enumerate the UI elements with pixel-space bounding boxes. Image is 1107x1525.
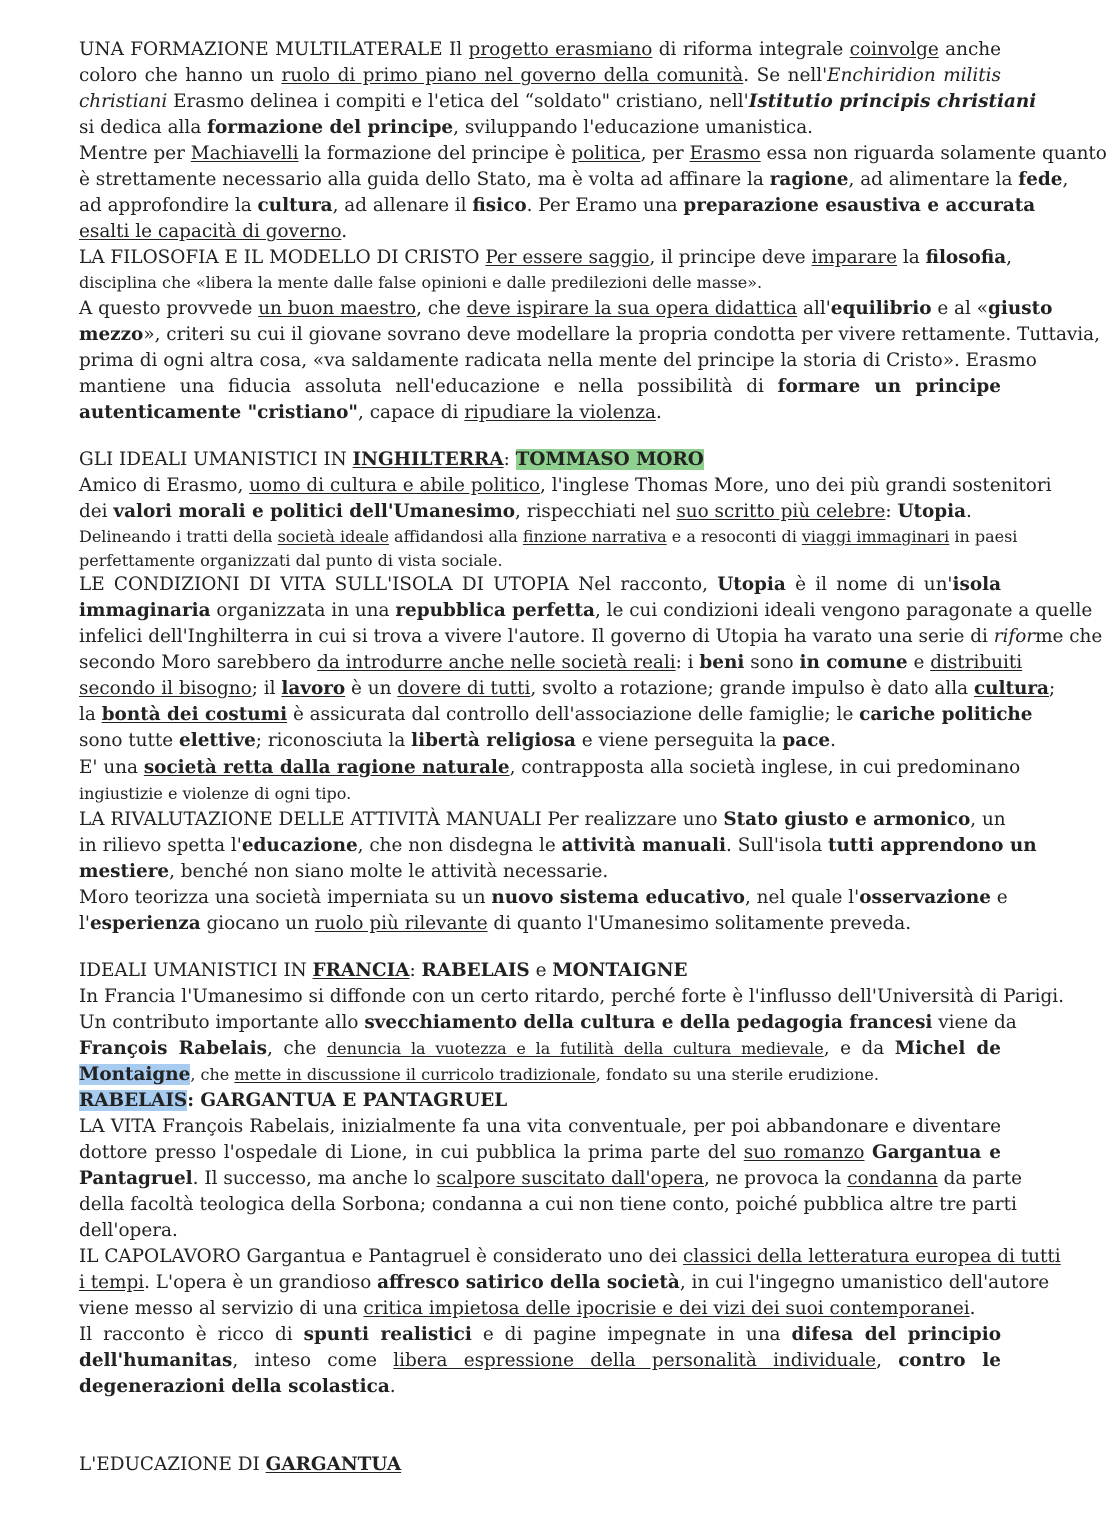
underlined-text: Machiavelli [190,143,299,164]
highlighted-text: Montaigne [79,1064,191,1085]
text-run: e [529,960,553,981]
underlined-text: secondo il bisogno [79,678,252,699]
paragraph-line [79,499,1001,525]
underlined-text: mette in discussione il curricolo tradizionale [234,1065,596,1084]
bold-text: difesa del principio [791,1324,1002,1345]
text-run: , ad alimentare la [848,169,1019,190]
text-run: è strettamente necessario alla guida dello Stato, ma è volta ad affinare la [79,169,770,190]
text-run: , che [267,1038,327,1059]
text-run: E' una [79,757,144,778]
underlined-text: finzione narrativa [522,527,667,546]
underlined-text: Per essere saggio [485,247,650,268]
text-run: giocano un [200,913,315,934]
text-run: prima di ogni altra cosa, «va saldamente radicata nella mente del principe la storia di Cristo». Erasmo [79,350,1037,371]
text-run: me che [1035,626,1103,647]
text-run: , le cui condizioni ideali vengono paragonate a quelle [594,600,1093,621]
text-run: : [503,449,516,470]
italic-text: , fondato su una sterile erudizione. [595,1065,879,1084]
text-run: , svolto a rotazione; grande impulso è dato alla [530,678,974,699]
underlined-text: INGHILTERRA [352,449,504,470]
text-run: e [990,887,1008,908]
paragraph-line [79,650,1023,676]
paragraph-line [79,598,1093,624]
text-run: , sviluppando l'educazione umanistica. [453,117,814,138]
paragraph-line [79,1296,1001,1322]
bold-text: immaginaria [79,600,211,621]
paragraph-line [79,984,1064,1010]
text-run: GLI IDEALI UMANISTICI IN [79,449,353,470]
underlined-text: suo scritto più celebre [676,501,886,522]
text-run: . [969,1298,976,1319]
paragraph-line [79,859,1001,885]
underlined-text: libera espressione della personalità individuale [393,1350,877,1371]
bold-text: educazione [241,835,358,856]
italic-text: christiani [79,91,168,112]
text-run: è un [345,678,398,699]
text-run: di riforma integrale [652,39,850,60]
section-heading-line [79,807,1006,833]
underlined-text: FRANCIA [312,960,410,981]
paragraph-line [79,115,1001,141]
italic-text: Enchiridion militis [827,65,1001,86]
underlined-text: ruolo più rilevante [314,913,488,934]
paragraph-line [79,219,1001,245]
highlighted-text: RABELAIS [79,1090,188,1111]
underlined-text: bontà dei costumi [101,704,288,725]
paragraph-line [79,270,1001,296]
paragraph-line [79,524,1018,550]
text-run: si dedica alla [79,117,208,138]
underlined-text: deve ispirare la sua opera didattica [466,298,798,319]
text-run: e a resoconti di [666,527,802,546]
text-run: in rilievo spetta l' [79,835,242,856]
bold-text: dell'humanitas [79,1350,233,1371]
text-run: e di pagine impegnate in una [471,1324,792,1345]
bold-text: repubblica perfetta [395,600,595,621]
paragraph-line [79,1270,1050,1296]
text-run: l' [79,913,90,934]
text-run: secondo Moro sarebbero [79,652,318,673]
text-run: IDEALI UMANISTICI IN [79,960,313,981]
text-run: disciplina che «libera la mente dalle false opinioni e dalle predilezioni delle masse». [79,273,763,292]
underlined-text: progetto erasmiano [468,39,653,60]
paragraph-line [79,702,1033,728]
text-run: . Il successo, ma anche lo [192,1168,437,1189]
text-run: della facoltà teologica della Sorbona; condanna a cui non tiene conto, poiché pubblica altre tre parti [79,1194,1017,1215]
italic-text: rifor [993,626,1036,647]
text-run: L'EDUCAZIONE DI [79,1454,266,1475]
bold-text: filosofia [925,247,1007,268]
text-run: infelici dell'Inghilterra in cui si trova a vivere l'autore. Il governo di Utopia ha varato una serie di [79,626,994,647]
text-run: Un contributo importante allo [79,1012,365,1033]
paragraph-line [79,755,1021,781]
underlined-text: politica [571,143,641,164]
text-run: : [885,501,898,522]
text-run: LA RIVALUTAZIONE DELLE ATTIVITÀ MANUALI Per realizzare uno [79,809,724,830]
text-run: , e da [823,1038,895,1059]
text-run: la formazione del principe è [298,143,572,164]
text-run: e [907,652,931,673]
paragraph-line [79,89,1037,115]
bold-text: mezzo [79,324,144,345]
paragraph-line [79,833,1037,859]
underlined-text: Erasmo [689,143,761,164]
paragraph-line [79,1348,1001,1374]
text-run: LA FILOSOFIA E IL MODELLO DI CRISTO [79,247,486,268]
text-run: LE CONDIZIONI DI VITA SULL'ISOLA DI UTOPIA Nel racconto, [79,574,718,595]
section-heading-line [79,1114,1001,1140]
underlined-text: condanna [847,1168,938,1189]
paragraph-line [79,167,1069,193]
bold-text: equilibrio [830,298,932,319]
text-run: e al « [931,298,989,319]
paragraph-line [79,911,1001,937]
text-run: , nel quale l' [744,887,860,908]
text-run: . L'opera è un grandioso [144,1272,378,1293]
section-heading-line [79,572,1001,598]
paragraph-line [79,548,1001,574]
text-run: ; [1048,678,1056,699]
bold-text: contro le [898,1350,1001,1371]
text-run: , capace di [358,402,465,423]
paragraph-line [79,296,1053,322]
text-run: . [830,730,836,751]
bold-text: preparazione esaustiva e accurata [683,195,1036,216]
text-run: , benché non siano molte le attività necessarie. [169,861,609,882]
text-run: da parte [937,1168,1023,1189]
text-run: . [655,402,662,423]
bold-text: in comune [799,652,908,673]
paragraph-line [79,1036,1001,1062]
underlined-text: GARGANTUA [265,1454,402,1475]
bold-text: isola [952,574,1002,595]
text-run: . [341,221,348,242]
text-run: e viene perseguita la [575,730,783,751]
bold-text: François Rabelais [79,1038,268,1059]
bold-text: beni [699,652,745,673]
bold-text: Michel de [894,1038,1001,1059]
paragraph-line [79,348,1037,374]
bold-text: formare un principe [777,376,1001,397]
text-run: perfettamente organizzati dal punto di vista sociale. [79,551,503,570]
text-run: , [1006,247,1012,268]
underlined-text: uomo di cultura e abile politico [249,475,540,496]
text-run: : i [675,652,700,673]
italic-text: , che [190,1065,235,1084]
text-run: . Sull'isola [726,835,829,856]
text-run: ingiustizie e violenze di ogni tipo. [79,784,352,803]
underlined-text: da introdurre anche nelle società reali [317,652,676,673]
text-run: ; il [251,678,282,699]
text-run: è il nome di un' [785,574,953,595]
text-run: dell'opera. [79,1220,178,1241]
text-run: ; riconosciuta la [255,730,412,751]
text-run: Moro teorizza una società imperniata su un [79,887,492,908]
bold-text: tutti apprendono un [828,835,1037,856]
paragraph-line [79,676,1056,702]
text-run: . Per Eramo una [526,195,684,216]
text-run: sono [744,652,800,673]
underlined-text: società retta dalla ragione naturale [143,757,510,778]
text-run: . Se nell' [743,65,828,86]
subsection-title [79,1088,1001,1114]
underlined-text: cultura [973,678,1049,699]
text-run: Delineando i tratti della [79,527,278,546]
underlined-text: ruolo di primo piano nel governo della comunità [281,65,744,86]
text-run: anche [938,39,1001,60]
text-run: LA VITA François Rabelais, inizialmente fa una vita conventuale, per poi abbandonare e diventare [79,1116,1001,1137]
bold-text: formazione del principe [207,117,454,138]
text-run: affidandosi alla [388,527,523,546]
bold-text: mestiere [79,861,170,882]
underlined-text: denuncia la vuotezza e la futilità della cultura medievale [326,1039,824,1058]
text-run: essa non riguarda solamente quanto [760,143,1107,164]
text-run: », criteri su cui il giovane sovrano deve modellare la propria condotta per vivere rettamente. Tuttavia, [143,324,1100,345]
text-run: ad approfondire la [79,195,258,216]
paragraph-line [79,728,1001,754]
paragraph-line [79,781,1001,807]
paragraph-line [79,1192,1017,1218]
bold-text: Utopia [897,501,967,522]
bold-text: cultura [257,195,333,216]
bold-text: RABELAIS [421,960,530,981]
paragraph-line [79,1374,1001,1400]
text-run: Il racconto è ricco di [79,1324,304,1345]
text-run: Amico di Erasmo, [79,475,250,496]
text-run: in paesi [949,527,1018,546]
bold-text: elettive [179,730,256,751]
text-run: , rispecchiati nel [515,501,677,522]
paragraph-line [79,1062,1001,1088]
text-run: dottore presso l'ospedale di Lione, in cui pubblica la prima parte del [79,1142,744,1163]
bold-text: : GARGANTUA E PANTAGRUEL [187,1090,508,1111]
paragraph-line [79,624,1103,650]
paragraph-line [79,1322,1001,1348]
text-run: all' [797,298,831,319]
bold-text: pace [782,730,831,751]
text-run: è assicurata dal controllo dell'associazione delle famiglie; le [287,704,860,725]
section-heading-line [79,245,1012,271]
underlined-text: distribuiti [930,652,1023,673]
text-run: A questo provvede [79,298,259,319]
bold-text: affresco satirico della società [377,1272,680,1293]
paragraph-line [79,400,1001,426]
paragraph-line [79,193,1036,219]
paragraph-line [79,141,1107,167]
text-run: , un [970,809,1006,830]
underlined-text: i tempi [79,1272,145,1293]
text-run [864,1142,872,1163]
text-run: , l'inglese Thomas More, uno dei più grandi sostenitori [540,475,1052,496]
underlined-text: coinvolge [849,39,939,60]
bold-text: esperienza [89,913,201,934]
text-run: dei [79,501,114,522]
text-run: la [897,247,926,268]
bold-text: osservazione [859,887,991,908]
underlined-text: critica impietosa delle ipocrisie e dei vizi dei suoi contemporanei [363,1298,970,1319]
underlined-text: imparare [811,247,898,268]
text-run: , che [416,298,467,319]
underlined-text: dovere di tutti [397,678,531,699]
text-run: , che non disdegna le [357,835,562,856]
text-run: , contrapposta alla società inglese, in cui predominano [509,757,1021,778]
text-run: viene da [932,1012,1017,1033]
bold-text: Pantagruel [79,1168,193,1189]
underlined-text: classici della letteratura europea di tutti [683,1246,1061,1267]
text-run: , [1062,169,1069,190]
paragraph-line [79,1010,1017,1036]
underlined-text: lavoro [281,678,346,699]
section-heading-line [79,1244,1061,1270]
underlined-text: ripudiare la violenza [464,402,656,423]
text-run: In Francia l'Umanesimo si diffonde con un certo ritardo, perché forte è l'influsso dell'Università di Parigi. [79,986,1064,1007]
bold-text: libertà religiosa [411,730,576,751]
bold-text: Istitutio principis christiani [748,91,1037,112]
underlined-text: suo romanzo [743,1142,865,1163]
text-run: , per [640,143,690,164]
highlighted-text: TOMMASO MORO [515,449,704,470]
bold-text: giusto [988,298,1053,319]
paragraph-line [79,473,1052,499]
section-title [79,958,1001,984]
text-run: sono tutte [79,730,180,751]
text-run: UNA FORMAZIONE MULTILATERALE Il [79,39,469,60]
bold-text: fede [1018,169,1063,190]
text-run: IL CAPOLAVORO Gargantua e Pantagruel è considerato uno dei [79,1246,684,1267]
bold-text: spunti realistici [303,1324,472,1345]
bold-text: ragione [769,169,849,190]
bold-text: Gargantua e [872,1142,1001,1163]
text-run: viene messo al servizio di una [79,1298,364,1319]
section-title [79,1452,1001,1478]
paragraph-line [79,37,1001,63]
bold-text: valori morali e politici dell'Umanesimo [113,501,516,522]
text-run: Mentre per [79,143,191,164]
underlined-text: viaggi immaginari [801,527,950,546]
paragraph-line [79,322,1100,348]
paragraph-line [79,63,1001,89]
text-run: di quanto l'Umanesimo solitamente preveda. [487,913,912,934]
text-run: . [966,501,972,522]
text-run: organizzata in una [210,600,396,621]
bold-text: autenticamente "cristiano" [79,402,359,423]
underlined-text: società ideale [277,527,389,546]
underlined-text: un buon maestro [258,298,417,319]
paragraph-line [79,885,1008,911]
underlined-text: esalti le capacità di governo [79,221,342,242]
underlined-text: scalpore suscitato dall'opera [436,1168,705,1189]
paragraph-line [79,1140,1001,1166]
text-run: , in cui l'ingegno umanistico dell'autore [679,1272,1050,1293]
text-run: . [389,1376,396,1397]
text-run: , [876,1350,899,1371]
text-run: , ne provoca la [704,1168,848,1189]
bold-text: Stato giusto e armonico [723,809,971,830]
bold-text: MONTAIGNE [552,960,688,981]
text-run: coloro che hanno un [79,65,282,86]
text-run: Erasmo delinea i compiti e l'etica del “soldato" cristiano, nell' [167,91,749,112]
text-run: la [79,704,102,725]
bold-text: fisico [472,195,527,216]
paragraph-line [79,374,1001,400]
text-run: , ad allenare il [332,195,473,216]
bold-text: attività manuali [561,835,726,856]
bold-text: cariche politiche [859,704,1033,725]
bold-text: nuovo sistema educativo [491,887,745,908]
paragraph-line [79,1166,1023,1192]
text-run: : [409,960,422,981]
bold-text: svecchiamento della cultura e della pedagogia francesi [364,1012,933,1033]
section-title [79,447,1001,473]
bold-text: Utopia [717,574,786,595]
text-run: mantiene una fiducia assoluta nell'educazione e nella possibilità di [79,376,778,397]
text-run: , il principe deve [649,247,812,268]
bold-text: degenerazioni della scolastica [79,1376,390,1397]
paragraph-line [79,1218,1001,1244]
text-run: , inteso come [232,1350,394,1371]
